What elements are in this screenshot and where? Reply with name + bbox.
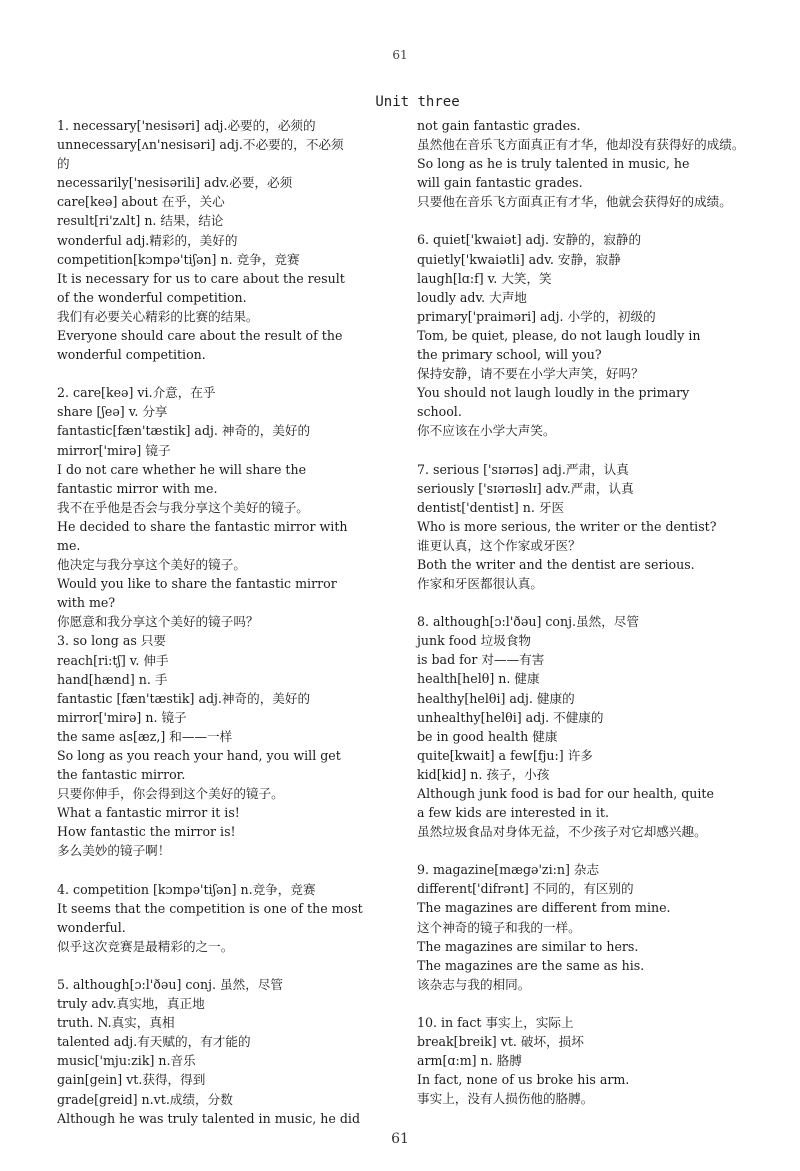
text-line: 虽然垃圾食品对身体无益，不少孩子对它却感兴趣。: [417, 824, 707, 840]
text-line: 只要他在音乐飞方面真正有才华，他就会获得好的成绩。: [417, 194, 732, 210]
text-line: grade[greid] n.vt.成绩，分数: [57, 1091, 233, 1107]
text-line: You should not laugh loudly in the primary: [417, 385, 690, 401]
text-line: fantastic[fæn'tæstik] adj. 神奇的，美好的: [57, 423, 311, 439]
text-line: 的: [57, 156, 70, 172]
spacer: [417, 994, 762, 1013]
text-line: Both the writer and the dentist are serious.: [417, 556, 695, 572]
text-line: 似乎这次竞赛是最精彩的之一。: [57, 938, 234, 954]
text-line: hand[hænd] n. 手: [57, 671, 168, 687]
text-line: fantastic [fæn'tæstik] adj.神奇的，美好的: [57, 690, 311, 706]
text-line: unnecessary[ʌn'nesisəri] adj.不必要的，不必须: [57, 137, 344, 153]
text-line: kid[kid] n. 孩子，小孩: [417, 766, 550, 782]
text-line: 4. competition [kɔmpə'tiʃən] n.竞争，竞赛: [57, 881, 316, 897]
text-line: He decided to share the fantastic mirror with: [57, 518, 348, 534]
unit-title: Unit three: [375, 94, 460, 110]
text-line: 这个神奇的镜子和我的一样。: [417, 919, 581, 935]
text-line: not gain fantastic grades.: [417, 118, 581, 133]
text-line: I do not care whether he will share the: [57, 461, 307, 477]
text-line: 9. magazine[mægə'zi:n] 杂志: [417, 862, 600, 878]
text-line: unhealthy[helθi] adj. 不健康的: [417, 709, 604, 725]
text-line: care[keə] about 在乎，关心: [57, 194, 225, 210]
text-line: 作家和牙医都很认真。: [417, 576, 543, 592]
text-line: reach[ri:tʃ] v. 伸手: [57, 652, 169, 668]
text-line: So long as he is truly talented in music, he: [417, 156, 690, 172]
text-line: the primary school, will you?: [417, 347, 602, 363]
text-line: share [ʃeə] v. 分享: [57, 404, 168, 420]
text-line: It is necessary for us to care about the result: [57, 270, 345, 286]
text-line: fantastic mirror with me.: [57, 480, 218, 496]
text-line: 1. necessary['nesisəri] adj.必要的，必须的: [57, 118, 316, 133]
text-line: Although he was truly talented in music, he did: [57, 1110, 361, 1126]
text-line: seriously ['sɪərɪəslɪ] adv.严肃，认真: [417, 480, 634, 496]
text-line: 该杂志与我的相同。: [417, 976, 531, 992]
text-line: So long as you reach your hand, you will get: [57, 748, 341, 763]
text-line: gain[gein] vt.获得，得到: [57, 1072, 206, 1088]
text-line: me.: [57, 537, 81, 553]
text-line: health[helθ] n. 健康: [417, 671, 540, 687]
text-line: talented adj.有天赋的，有才能的: [57, 1034, 251, 1050]
text-line: primary['praiməri] adj. 小学的，初级的: [417, 308, 656, 324]
text-line: 我们有必要关心精彩的比赛的结果。: [57, 308, 259, 324]
text-line: quietly['kwaiətli] adv. 安静，寂静: [417, 251, 621, 267]
text-line: 6. quiet['kwaiət] adj. 安静的，寂静的: [417, 232, 642, 248]
left-column: [57, 116, 402, 1128]
text-line: be in good health 健康: [417, 728, 558, 744]
text-line: 事实上，没有人损伤他的胳膊。: [417, 1091, 594, 1107]
text-line: different['difrənt] 不同的，有区别的: [417, 881, 634, 897]
text-line: 5. although[ɔ:l'ðəu] conj. 虽然，尽管: [57, 976, 283, 992]
page-number-bottom: 61: [391, 1131, 409, 1147]
text-line: 多么美妙的镜子啊！: [57, 843, 171, 859]
text-line: will gain fantastic grades.: [417, 175, 583, 191]
text-line: How fantastic the mirror is!: [57, 824, 236, 840]
text-line: The magazines are similar to hers.: [417, 938, 639, 954]
text-line: wonderful adj.精彩的，美好的: [57, 232, 238, 248]
text-line: music['mju:zik] n.音乐: [57, 1053, 196, 1069]
text-line: Everyone should care about the result of the: [57, 328, 343, 344]
text-line: 10. in fact 事实上，实际上: [417, 1014, 574, 1030]
text-line: competition[kɔmpə'tiʃən] n. 竞争，竞赛: [57, 251, 300, 267]
text-line: break[breik] vt. 破坏，损坏: [417, 1034, 584, 1050]
text-line: 8. although[ɔ:l'ðəu] conj.虽然，尽管: [417, 614, 639, 630]
text-line: 保持安静，请不要在小学大声笑，好吗？: [417, 366, 644, 382]
text-line: 你愿意和我分享这个美好的镜子吗？: [57, 614, 259, 630]
text-line: laugh[lɑ:f] v. 大笑，笑: [417, 270, 552, 286]
text-line: wonderful.: [57, 919, 126, 935]
text-line: 3. so long as 只要: [57, 633, 167, 649]
text-line: junk food 垃圾食物: [417, 633, 532, 649]
text-line: Although junk food is bad for our health, quite: [417, 786, 714, 801]
text-line: truly adv.真实地，真正地: [57, 996, 205, 1012]
text-line: a few kids are interested in it.: [417, 805, 609, 821]
spacer: [417, 593, 762, 612]
text-line: It seems that the competition is one of the most: [57, 900, 363, 916]
text-line: dentist['dentist] n. 牙医: [417, 499, 565, 515]
text-line: necessarily['nesisərili] adv.必要，必须: [57, 175, 293, 191]
text-line: the same as[æz,] 和——一样: [57, 728, 233, 744]
text-line: 谁更认真，这个作家或牙医？: [417, 537, 581, 553]
text-line: Would you like to share the fantastic mirror: [57, 576, 337, 592]
spacer: [57, 861, 402, 880]
text-line: loudly adv. 大声地: [417, 289, 527, 305]
spacer: [417, 211, 762, 230]
page-number-top: 61: [392, 48, 408, 62]
text-line: 2. care[keə] vi.介意，在乎: [57, 385, 216, 401]
text-line: mirror['mirə] n. 镜子: [57, 709, 187, 725]
text-line: the fantastic mirror.: [57, 767, 186, 783]
text-line: The magazines are the same as his.: [417, 957, 645, 973]
text-line: What a fantastic mirror it is!: [57, 805, 240, 821]
text-line: 我不在乎他是否会与我分享这个美好的镜子。: [57, 499, 309, 515]
spacer: [57, 364, 402, 383]
text-line: mirror['mirə] 镜子: [57, 442, 171, 458]
text-line: The magazines are different from mine.: [417, 900, 671, 916]
text-line: 他决定与我分享这个美好的镜子。: [57, 557, 246, 573]
text-line: 7. serious ['sɪərɪəs] adj.严肃，认真: [417, 461, 629, 477]
text-line: Who is more serious, the writer or the dentist?: [417, 518, 717, 534]
text-line: quite[kwait] a few[fju:] 许多: [417, 747, 593, 763]
text-line: In fact, none of us broke his arm.: [417, 1072, 630, 1088]
text-line: healthy[helθi] adj. 健康的: [417, 690, 575, 706]
text-line: 虽然他在音乐飞方面真正有才华，他却没有获得好的成绩。: [417, 137, 745, 153]
text-line: truth. N.真实，真相: [57, 1015, 175, 1031]
text-line: with me?: [57, 595, 116, 611]
spacer: [417, 441, 762, 460]
text-line: of the wonderful competition.: [57, 289, 247, 305]
text-line: 只要你伸手，你会得到这个美好的镜子。: [57, 786, 284, 802]
text-line: is bad for 对——有害: [417, 652, 545, 668]
text-line: arm[ɑ:m] n. 胳膊: [417, 1053, 522, 1069]
text-line: 你不应该在小学大声笑。: [417, 423, 556, 439]
right-column: [417, 116, 762, 1108]
spacer: [57, 956, 402, 975]
text-line: wonderful competition.: [57, 347, 206, 363]
text-line: result[ri'zʌlt] n. 结果，结论: [57, 213, 224, 229]
text-line: school.: [417, 404, 462, 420]
spacer: [417, 841, 762, 860]
text-line: Tom, be quiet, please, do not laugh loudly in: [417, 327, 701, 343]
